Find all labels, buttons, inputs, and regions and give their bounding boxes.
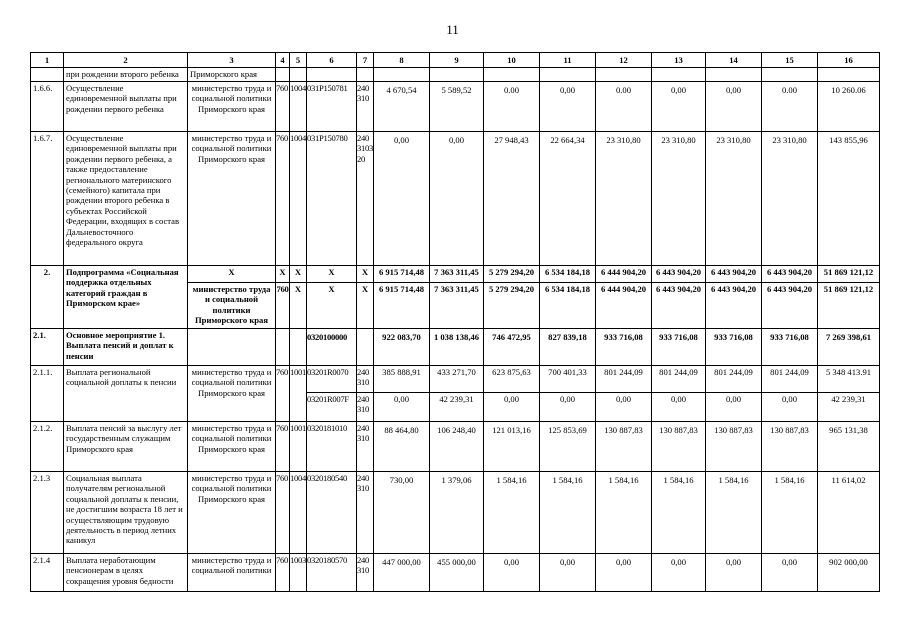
row-number xyxy=(31,68,64,82)
value-cell: 27 948,43 xyxy=(484,132,540,266)
vr-code: 240 310 xyxy=(357,393,374,422)
row-number: 1.6.7. xyxy=(31,132,64,266)
row-name: Выплата пенсий за выслугу лет государственным служащим Приморского края xyxy=(64,422,188,472)
total-cell: 11 614,02 xyxy=(818,472,880,554)
row-number: 1.6.6. xyxy=(31,82,64,132)
row-number: 2.1.2. xyxy=(31,422,64,472)
row-name: Подпрограмма «Социальная поддержка отдельных категорий граждан в Приморском крае» xyxy=(64,266,188,329)
total-cell: 51 869 121,12 xyxy=(818,283,880,329)
value-cell: 42 239,31 xyxy=(430,393,484,422)
budget-table xyxy=(30,52,880,592)
value-cell: 933 716,08 xyxy=(762,329,818,366)
rzpr-code: 1004 xyxy=(290,132,307,266)
value-cell: 746 472,95 xyxy=(484,329,540,366)
grbs-code: 760 xyxy=(276,132,290,266)
header-cell: 7 xyxy=(357,53,374,68)
value-cell: 922 083,70 xyxy=(374,329,430,366)
value-cell: 7 363 311,45 xyxy=(430,283,484,329)
rzpr-code: 1004 xyxy=(290,82,307,132)
value-cell: 801 244,09 xyxy=(762,366,818,393)
value-cell: 0,00 xyxy=(540,82,596,132)
grbs-code: 760 xyxy=(276,283,290,329)
csr-code: 03201R0070 xyxy=(307,366,357,393)
value-cell: 23 310,80 xyxy=(652,132,706,266)
value-cell: 0,00 xyxy=(484,393,540,422)
value-cell: 6 534 184,18 xyxy=(540,266,596,283)
row-name: Осуществление единовременной выплаты при рождении первого ребенка, а также предоставление регионального материнского (семейного) капитала при рождении второго ребенка в субъектах Российской Федерации, входящих в состав Дальневосточного федерального округа xyxy=(64,132,188,266)
row-number: 2.1.4 xyxy=(31,554,64,592)
value-cell: 433 271,70 xyxy=(430,366,484,393)
header-cell: 8 xyxy=(374,53,430,68)
header-cell: 6 xyxy=(307,53,357,68)
total-cell: 965 131,38 xyxy=(818,422,880,472)
header-cell: 11 xyxy=(540,53,596,68)
value-cell: 130 887,83 xyxy=(706,422,762,472)
value-cell: 0.00 xyxy=(762,82,818,132)
value-cell: 827 839,18 xyxy=(540,329,596,366)
csr-code: 0320180570 xyxy=(307,554,357,592)
vr-code: X xyxy=(357,283,374,329)
value-cell: 1 584,16 xyxy=(596,472,652,554)
value-cell: 730,00 xyxy=(374,472,430,554)
value-cell: 6 915 714,48 xyxy=(374,283,430,329)
value-cell: 623 875,63 xyxy=(484,366,540,393)
header-cell: 4 xyxy=(276,53,290,68)
csr-code: X xyxy=(307,266,357,283)
page-number: 11 xyxy=(446,22,459,37)
row-organization: министерство труда и социальной политики Приморского края xyxy=(188,283,276,329)
value-cell: 0,00 xyxy=(540,554,596,592)
row-name: Осуществление единовременной выплаты при рождении первого ребенка xyxy=(64,82,188,132)
table-row xyxy=(31,554,880,592)
row-organization: X xyxy=(188,266,276,283)
value-cell: 106 248,40 xyxy=(430,422,484,472)
value-cell: 6 915 714,48 xyxy=(374,266,430,283)
value-cell: 6 443 904,20 xyxy=(652,266,706,283)
value-cell: 6 443 904,20 xyxy=(706,283,762,329)
grbs-code: 760 xyxy=(276,422,290,472)
value-cell: 0,00 xyxy=(706,554,762,592)
row-number: 2. xyxy=(31,266,64,329)
total-cell: 42 239,31 xyxy=(818,393,880,422)
vr-code: 240 310 xyxy=(357,82,374,132)
value-cell: 0,00 xyxy=(596,554,652,592)
value-cell: 1 379,06 xyxy=(430,472,484,554)
header-cell: 16 xyxy=(818,53,880,68)
value-cell: 130 887,83 xyxy=(596,422,652,472)
rzpr-code: 1001 xyxy=(290,422,307,472)
total-cell: 10 260.06 xyxy=(818,82,880,132)
value-cell: 125 853,69 xyxy=(540,422,596,472)
value-cell: 7 363 311,45 xyxy=(430,266,484,283)
value-cell: 6 444 904,20 xyxy=(596,266,652,283)
value-cell: 5 589,52 xyxy=(430,82,484,132)
table-row xyxy=(31,132,880,266)
value-cell: 1 584,16 xyxy=(706,472,762,554)
row-name: Основное мероприятие 1. Выплата пенсий и доплат к пенсии xyxy=(64,329,188,366)
row-organization: министерство труда и социальной политики Приморского края xyxy=(188,132,276,266)
rzpr-code: X xyxy=(290,283,307,329)
table-row xyxy=(31,82,880,132)
csr-code: X xyxy=(307,283,357,329)
row-organization: министерство труда и социальной политики Приморского края xyxy=(188,472,276,554)
grbs-code: 760 xyxy=(276,554,290,592)
row-name: Социальная выплата получателям региональной социальной доплаты к пенсии, не достигшим возраста 18 лет и осуществляющим трудовую деятельность в период летних каникул xyxy=(64,472,188,554)
value-cell: 6 443 904,20 xyxy=(762,266,818,283)
rzpr-code: 1003 xyxy=(290,554,307,592)
value-cell: 0.00 xyxy=(596,82,652,132)
header-cell: 14 xyxy=(706,53,762,68)
csr-code: 0320181010 xyxy=(307,422,357,472)
csr-code: 03201R007F xyxy=(307,393,357,422)
vr-code: X xyxy=(357,266,374,283)
value-cell: 1 038 138,46 xyxy=(430,329,484,366)
value-cell: 0,00 xyxy=(652,554,706,592)
row-organization: Приморского края xyxy=(188,68,276,82)
header-cell: 10 xyxy=(484,53,540,68)
header-cell: 1 xyxy=(31,53,64,68)
table-row xyxy=(31,472,880,554)
total-cell: 7 269 398,61 xyxy=(818,329,880,366)
value-cell: 6 534 184,18 xyxy=(540,283,596,329)
vr-code: 240 3103 20 xyxy=(357,132,374,266)
total-cell: 143 855,96 xyxy=(818,132,880,266)
rzpr-code: 1001 xyxy=(290,366,307,422)
value-cell: 700 401,33 xyxy=(540,366,596,393)
grbs-code: 760 xyxy=(276,472,290,554)
total-cell: 5 348 413.91 xyxy=(818,366,880,393)
value-cell: 801 244,09 xyxy=(652,366,706,393)
value-cell: 23 310,80 xyxy=(762,132,818,266)
rzpr-code: 1004 xyxy=(290,472,307,554)
value-cell: 0,00 xyxy=(430,132,484,266)
row-number: 2.1.3 xyxy=(31,472,64,554)
table-row xyxy=(31,329,880,366)
value-cell: 801 244,09 xyxy=(706,366,762,393)
value-cell: 23 310,80 xyxy=(706,132,762,266)
table-row xyxy=(31,366,880,393)
vr-code: 240 310 xyxy=(357,366,374,393)
header-cell: 9 xyxy=(430,53,484,68)
value-cell: 88 464,80 xyxy=(374,422,430,472)
total-cell: 902 000,00 xyxy=(818,554,880,592)
value-cell: 121 013,16 xyxy=(484,422,540,472)
grbs-code: 760 xyxy=(276,82,290,132)
value-cell: 0,00 xyxy=(540,393,596,422)
value-cell: 0,00 xyxy=(762,393,818,422)
value-cell: 23 310,80 xyxy=(596,132,652,266)
header-cell: 12 xyxy=(596,53,652,68)
value-cell: 6 443 904,20 xyxy=(706,266,762,283)
value-cell: 6 443 904,20 xyxy=(762,283,818,329)
value-cell: 130 887,83 xyxy=(652,422,706,472)
value-cell: 801 244,09 xyxy=(596,366,652,393)
value-cell: 0,00 xyxy=(652,82,706,132)
value-cell: 447 000,00 xyxy=(374,554,430,592)
row-name: при рождении второго ребенка xyxy=(64,68,188,82)
value-cell: 933 716,08 xyxy=(706,329,762,366)
value-cell: 0,00 xyxy=(706,393,762,422)
total-cell: 51 869 121,12 xyxy=(818,266,880,283)
csr-code: 031P150781 xyxy=(307,82,357,132)
value-cell: 6 443 904,20 xyxy=(652,283,706,329)
value-cell: 1 584,16 xyxy=(652,472,706,554)
value-cell: 933 716,08 xyxy=(652,329,706,366)
header-cell: 15 xyxy=(762,53,818,68)
csr-code: 0320100000 xyxy=(307,329,357,366)
value-cell: 5 279 294,20 xyxy=(484,283,540,329)
row-number: 2.1. xyxy=(31,329,64,366)
value-cell: 5 279 294,20 xyxy=(484,266,540,283)
value-cell: 0,00 xyxy=(374,393,430,422)
header-cell: 5 xyxy=(290,53,307,68)
value-cell: 385 888,91 xyxy=(374,366,430,393)
row-name: Выплата неработающим пенсионерам в целях сокращения уровня бедности xyxy=(64,554,188,592)
value-cell: 0,00 xyxy=(762,554,818,592)
row-organization: министерство труда и социальной политики Приморского края xyxy=(188,422,276,472)
value-cell: 0,00 xyxy=(706,82,762,132)
row-organization: министерство труда и социальной политики Приморского края xyxy=(188,366,276,422)
header-cell: 13 xyxy=(652,53,706,68)
value-cell: 130 887,83 xyxy=(762,422,818,472)
vr-code: 240 310 xyxy=(357,422,374,472)
value-cell: 1 584,16 xyxy=(540,472,596,554)
value-cell: 0,00 xyxy=(484,554,540,592)
value-cell: 4 670,54 xyxy=(374,82,430,132)
csr-code: 031P150780 xyxy=(307,132,357,266)
value-cell: 1 584,16 xyxy=(484,472,540,554)
vr-code: 240 310 xyxy=(357,472,374,554)
value-cell: 0,00 xyxy=(596,393,652,422)
row-number: 2.1.1. xyxy=(31,366,64,422)
table-row xyxy=(31,266,880,283)
value-cell: 6 444 904,20 xyxy=(596,283,652,329)
header-row xyxy=(31,53,880,68)
grbs-code: X xyxy=(276,266,290,283)
table-row xyxy=(31,68,880,82)
value-cell: 0,00 xyxy=(652,393,706,422)
vr-code: 240 310 xyxy=(357,554,374,592)
header-cell: 2 xyxy=(64,53,188,68)
row-name: Выплата региональной социальной доплаты к пенсии xyxy=(64,366,188,422)
value-cell: 933 716,08 xyxy=(596,329,652,366)
csr-code: 0320180540 xyxy=(307,472,357,554)
value-cell: 22 664,34 xyxy=(540,132,596,266)
value-cell: 0,00 xyxy=(374,132,430,266)
value-cell: 1 584,16 xyxy=(762,472,818,554)
value-cell: 455 000,00 xyxy=(430,554,484,592)
value-cell: 0.00 xyxy=(484,82,540,132)
table-row xyxy=(31,422,880,472)
rzpr-code: X xyxy=(290,266,307,283)
row-organization: министерство труда и социальной политики Приморского края xyxy=(188,82,276,132)
header-cell: 3 xyxy=(188,53,276,68)
grbs-code: 760 xyxy=(276,366,290,422)
row-organization: министерство труда и социальной политики xyxy=(188,554,276,592)
